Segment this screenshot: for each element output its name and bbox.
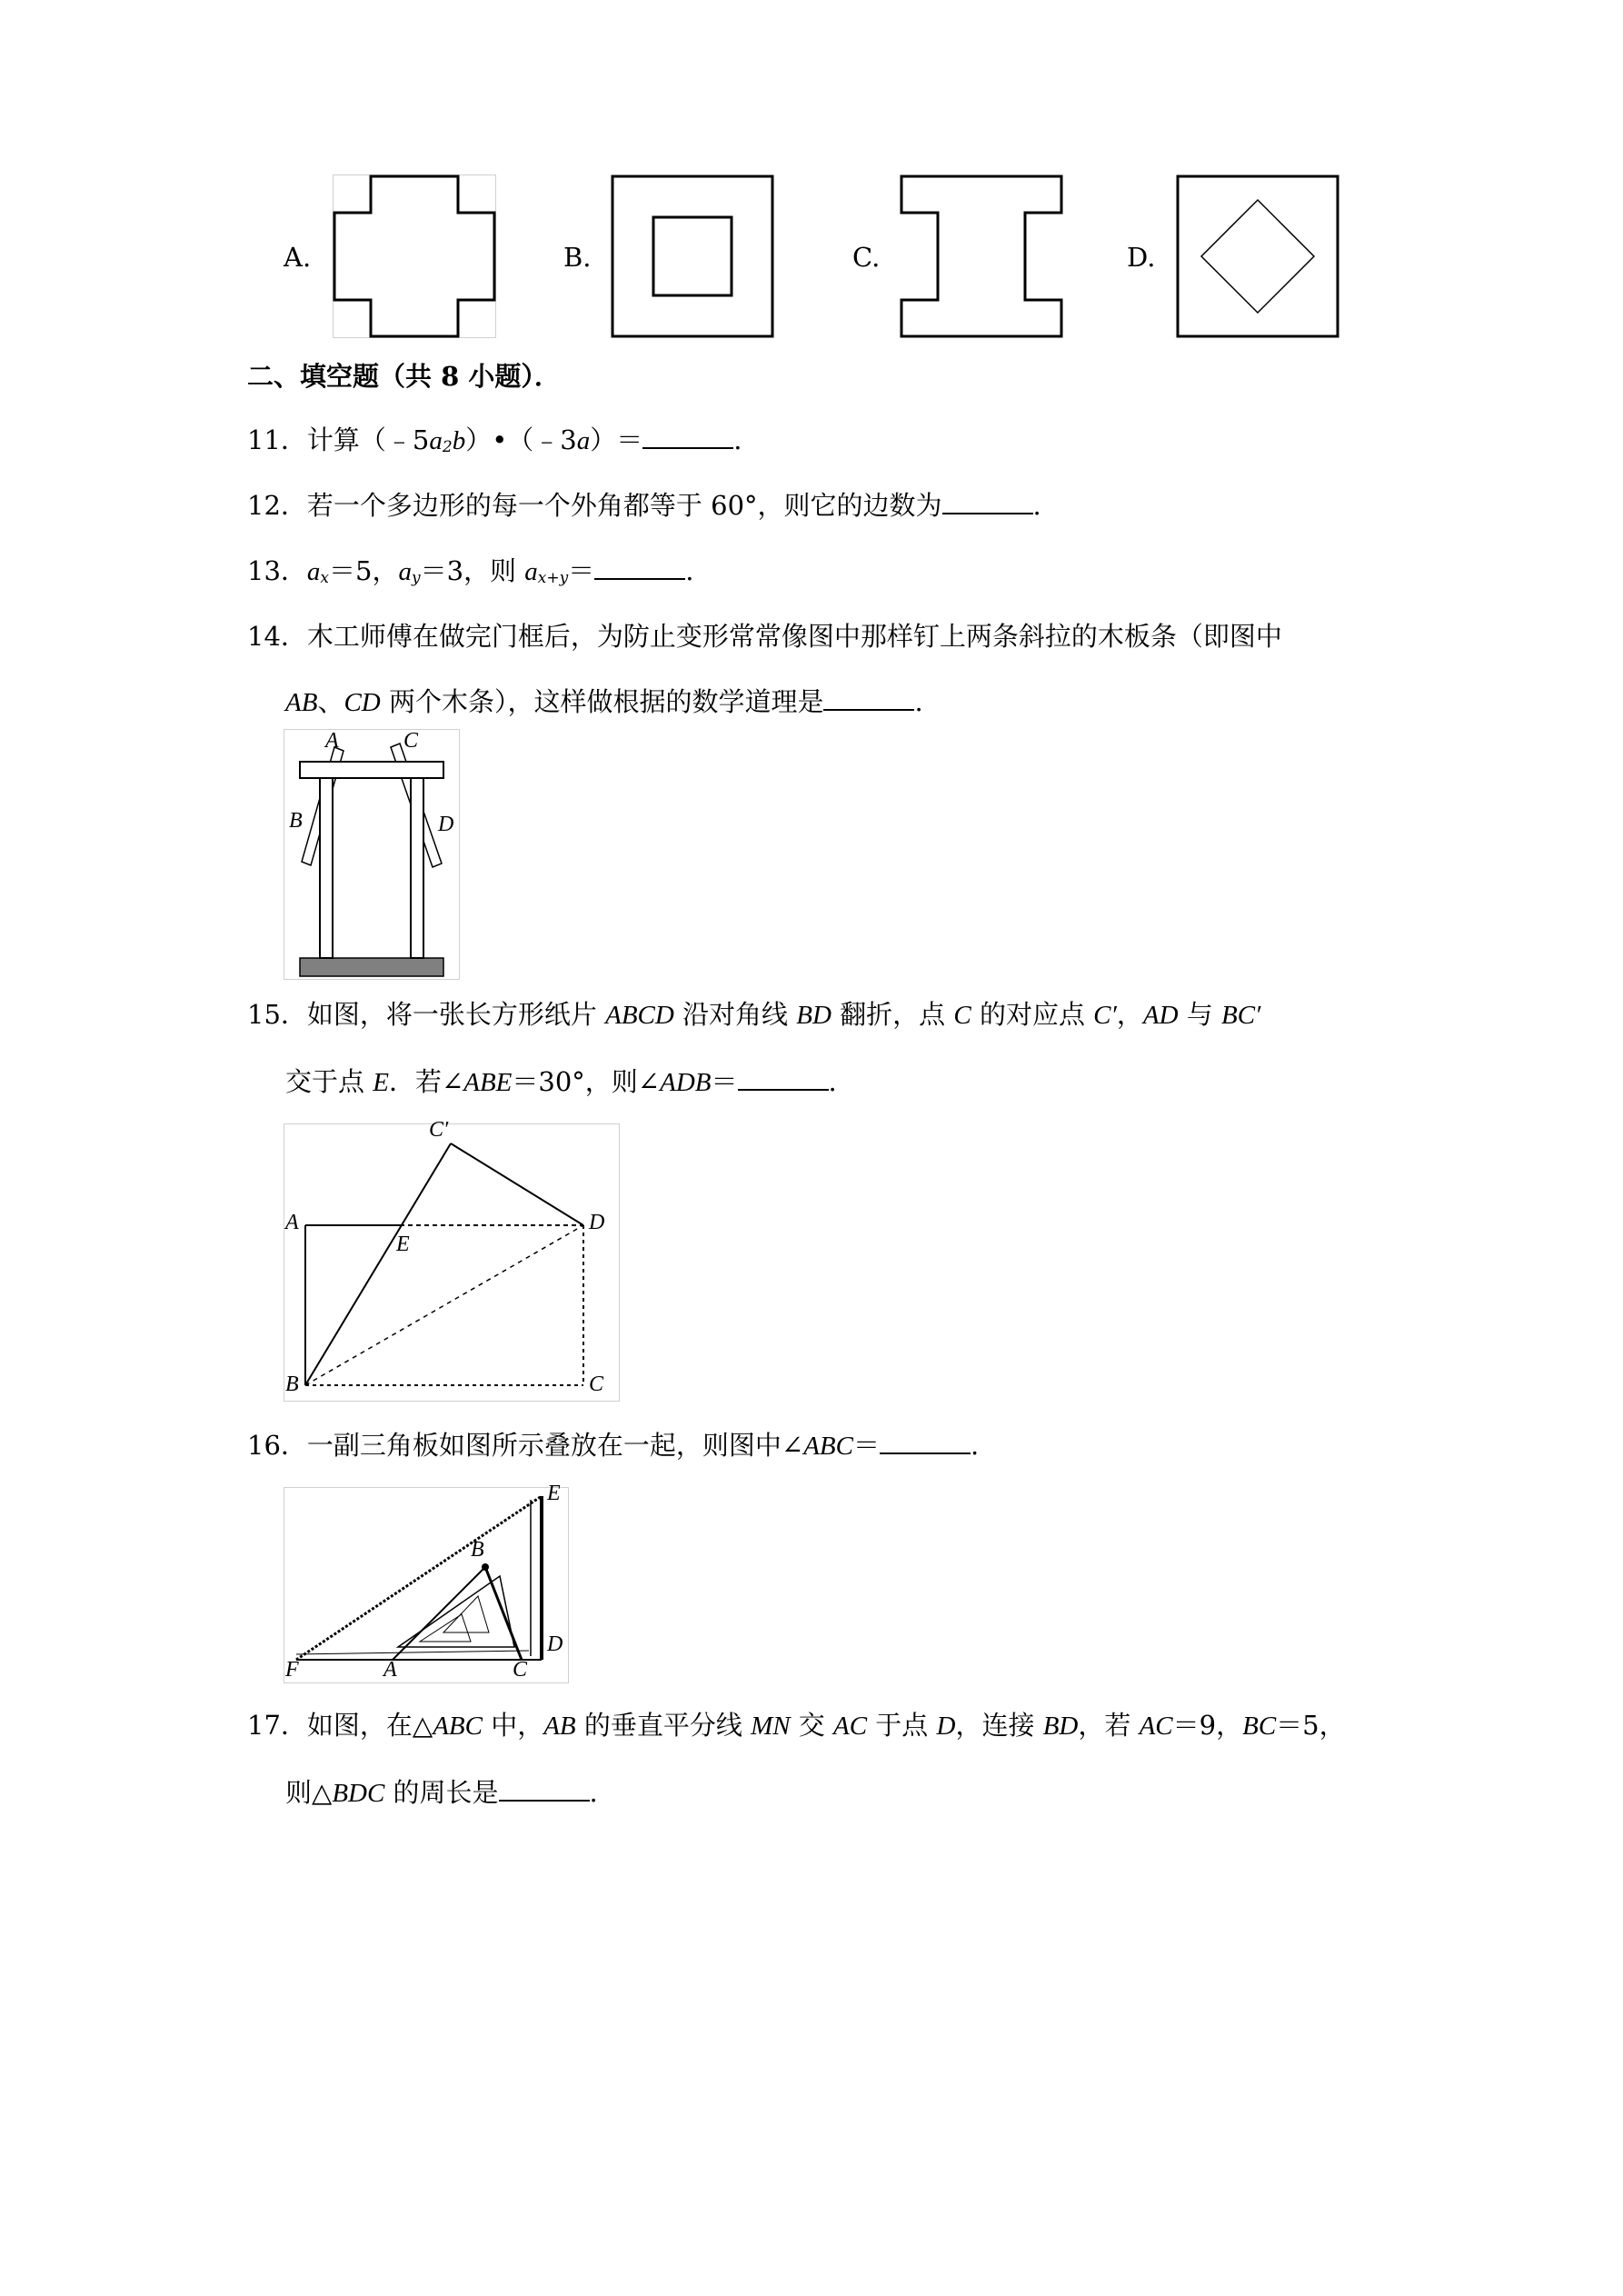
- question-number: 15．: [247, 999, 307, 1030]
- q12-text: 若一个多边形的每一个外角都等于 60°，则它的边数为: [306, 490, 942, 521]
- label-a: A: [325, 729, 339, 753]
- label-a: A: [285, 1211, 299, 1234]
- q17-var: BC: [1242, 1712, 1277, 1741]
- q17-text: 如图，在△: [306, 1710, 433, 1741]
- q16-period: .: [971, 1430, 980, 1461]
- q15-var: E: [373, 1068, 389, 1097]
- option-b-label: B.: [563, 242, 592, 273]
- answer-blank[interactable]: [823, 687, 914, 711]
- q11-exponent: 2: [442, 438, 453, 456]
- option-c-label: C.: [852, 242, 881, 273]
- q16-text: 一副三角板如图所示叠放在一起，则图中∠: [306, 1430, 804, 1461]
- q15-var: ABCD: [605, 1001, 674, 1030]
- label-d: D: [589, 1211, 605, 1234]
- q16-var: ABC: [803, 1432, 853, 1461]
- q17-var: AC: [833, 1712, 868, 1741]
- q15-var: ADB: [660, 1068, 712, 1097]
- question-13: [247, 554, 693, 594]
- label-c: C: [403, 729, 419, 753]
- q11-var-a: a: [576, 426, 591, 455]
- folded-rectangle-figure: [284, 1118, 620, 1402]
- answer-blank[interactable]: [594, 556, 685, 580]
- question-17-line-2: [285, 1776, 598, 1810]
- q11-var-b: b: [452, 426, 466, 455]
- q17-var: ABC: [433, 1712, 483, 1741]
- q15-text: ．若∠: [388, 1066, 464, 1097]
- question-11: [247, 424, 742, 464]
- q15-var: BD: [796, 1001, 831, 1030]
- label-c: C: [513, 1658, 528, 1682]
- answer-blank[interactable]: [942, 491, 1033, 514]
- q17-text: 的垂直平分线: [575, 1710, 752, 1741]
- answer-blank[interactable]: [642, 425, 733, 449]
- q15-text: ＝: [711, 1066, 738, 1097]
- q17-text: 则△: [285, 1777, 333, 1808]
- q13-text: ＝: [568, 555, 595, 586]
- q13-text: ＝3，则: [420, 555, 525, 586]
- question-14-line-1: [247, 620, 1282, 653]
- q16-text: ＝: [853, 1430, 881, 1461]
- q17-text: 于点: [867, 1710, 937, 1741]
- label-e: E: [396, 1233, 410, 1256]
- option-d-diamond-figure: [1176, 175, 1339, 338]
- label-b: B: [471, 1538, 484, 1562]
- q17-text: 交: [790, 1710, 834, 1741]
- question-number: 13．: [247, 555, 307, 586]
- option-a-label: A.: [284, 242, 312, 273]
- q17-var: BDC: [332, 1779, 385, 1808]
- q17-var: BD: [1042, 1712, 1079, 1741]
- question-16: [247, 1429, 979, 1462]
- question-number: 14．: [247, 621, 307, 652]
- q14-var: CD: [344, 688, 381, 717]
- q13-text: ＝5，: [329, 555, 399, 586]
- question-number: 17．: [247, 1710, 307, 1741]
- q17-text: ，若: [1078, 1710, 1140, 1741]
- q15-text: 与: [1178, 999, 1221, 1030]
- q11-period: .: [733, 424, 742, 455]
- q13-var-a: a: [524, 557, 538, 586]
- label-e: E: [547, 1482, 561, 1505]
- label-c-prime: C′: [429, 1118, 449, 1142]
- q17-text: 的周长是: [384, 1777, 499, 1808]
- q15-var: BC′: [1220, 1001, 1261, 1030]
- q17-var: MN: [751, 1712, 791, 1741]
- q15-text: 翻折，点: [831, 999, 954, 1030]
- q17-text: ，连接: [955, 1710, 1043, 1741]
- question-number: 12．: [247, 490, 307, 521]
- answer-blank[interactable]: [738, 1067, 829, 1091]
- q11-text: 计算（﹣5: [306, 424, 430, 455]
- q15-text: 如图，将一张长方形纸片: [306, 999, 606, 1030]
- q13-var-a: a: [306, 557, 321, 586]
- option-a-cross-figure: [333, 175, 496, 338]
- q12-period: .: [1032, 490, 1041, 521]
- q14-text: 木工师傅在做完门框后，为防止变形常常像图中那样钉上两条斜拉的木板条（即图中: [306, 621, 1282, 652]
- label-b: B: [285, 1373, 299, 1396]
- question-12: [247, 489, 1041, 522]
- answer-blank[interactable]: [880, 1431, 971, 1454]
- option-d-label: D.: [1127, 242, 1156, 273]
- q13-exp-y: y: [411, 569, 421, 587]
- triangle-rulers-figure: [284, 1482, 569, 1683]
- question-15-line-1: [247, 998, 1260, 1032]
- q15-period: .: [828, 1066, 837, 1097]
- label-f: F: [285, 1658, 299, 1682]
- q17-text: ＝9，: [1172, 1710, 1243, 1741]
- label-c: C: [589, 1373, 604, 1396]
- q11-var-a: a: [429, 426, 443, 455]
- door-frame-figure: [284, 729, 460, 980]
- question-14-line-2: [285, 685, 923, 719]
- q17-var: AC: [1139, 1712, 1173, 1741]
- label-d: D: [547, 1632, 563, 1656]
- q15-text: ＝30°，则∠: [512, 1066, 661, 1097]
- label-b: B: [289, 809, 303, 833]
- q17-var: D: [936, 1712, 956, 1741]
- question-number: 11．: [247, 424, 307, 455]
- q14-text: 、: [317, 686, 344, 717]
- q14-text: 两个木条），这样做根据的数学道理是: [380, 686, 824, 717]
- question-17-line-1: [247, 1709, 1346, 1742]
- question-15-line-2: [285, 1065, 837, 1099]
- label-a: A: [383, 1658, 397, 1682]
- q15-var: C: [953, 1001, 971, 1030]
- q17-text: 中，: [483, 1710, 544, 1741]
- q13-period: .: [685, 555, 694, 586]
- option-b-square-ring-figure: [611, 175, 774, 338]
- label-d: D: [438, 813, 454, 836]
- q14-period: .: [914, 686, 923, 717]
- q15-text: 交于点: [285, 1066, 373, 1097]
- q13-var-a: a: [398, 557, 412, 586]
- q15-text: 的对应点: [971, 999, 1094, 1030]
- question-number: 16．: [247, 1430, 307, 1461]
- q11-text: ）＝: [590, 424, 643, 455]
- q13-exp-xy: x+y: [537, 569, 569, 587]
- q11-text: ）•（﹣3: [465, 424, 577, 455]
- q13-exp-x: x: [320, 569, 329, 587]
- q15-var: C′: [1093, 1001, 1117, 1030]
- option-c-i-shape-figure: [900, 175, 1063, 338]
- q15-text: 沿对角线: [673, 999, 797, 1030]
- q14-var: AB: [285, 688, 318, 717]
- q17-period: .: [589, 1777, 598, 1808]
- q17-var: AB: [543, 1712, 576, 1741]
- q17-text: ＝5，: [1276, 1710, 1346, 1741]
- answer-blank[interactable]: [499, 1778, 590, 1802]
- q15-text: ，: [1116, 999, 1143, 1030]
- q15-var: AD: [1142, 1001, 1179, 1030]
- section-heading: 二、填空题（共 8 小题）．: [247, 361, 561, 392]
- q15-var: ABE: [463, 1068, 513, 1097]
